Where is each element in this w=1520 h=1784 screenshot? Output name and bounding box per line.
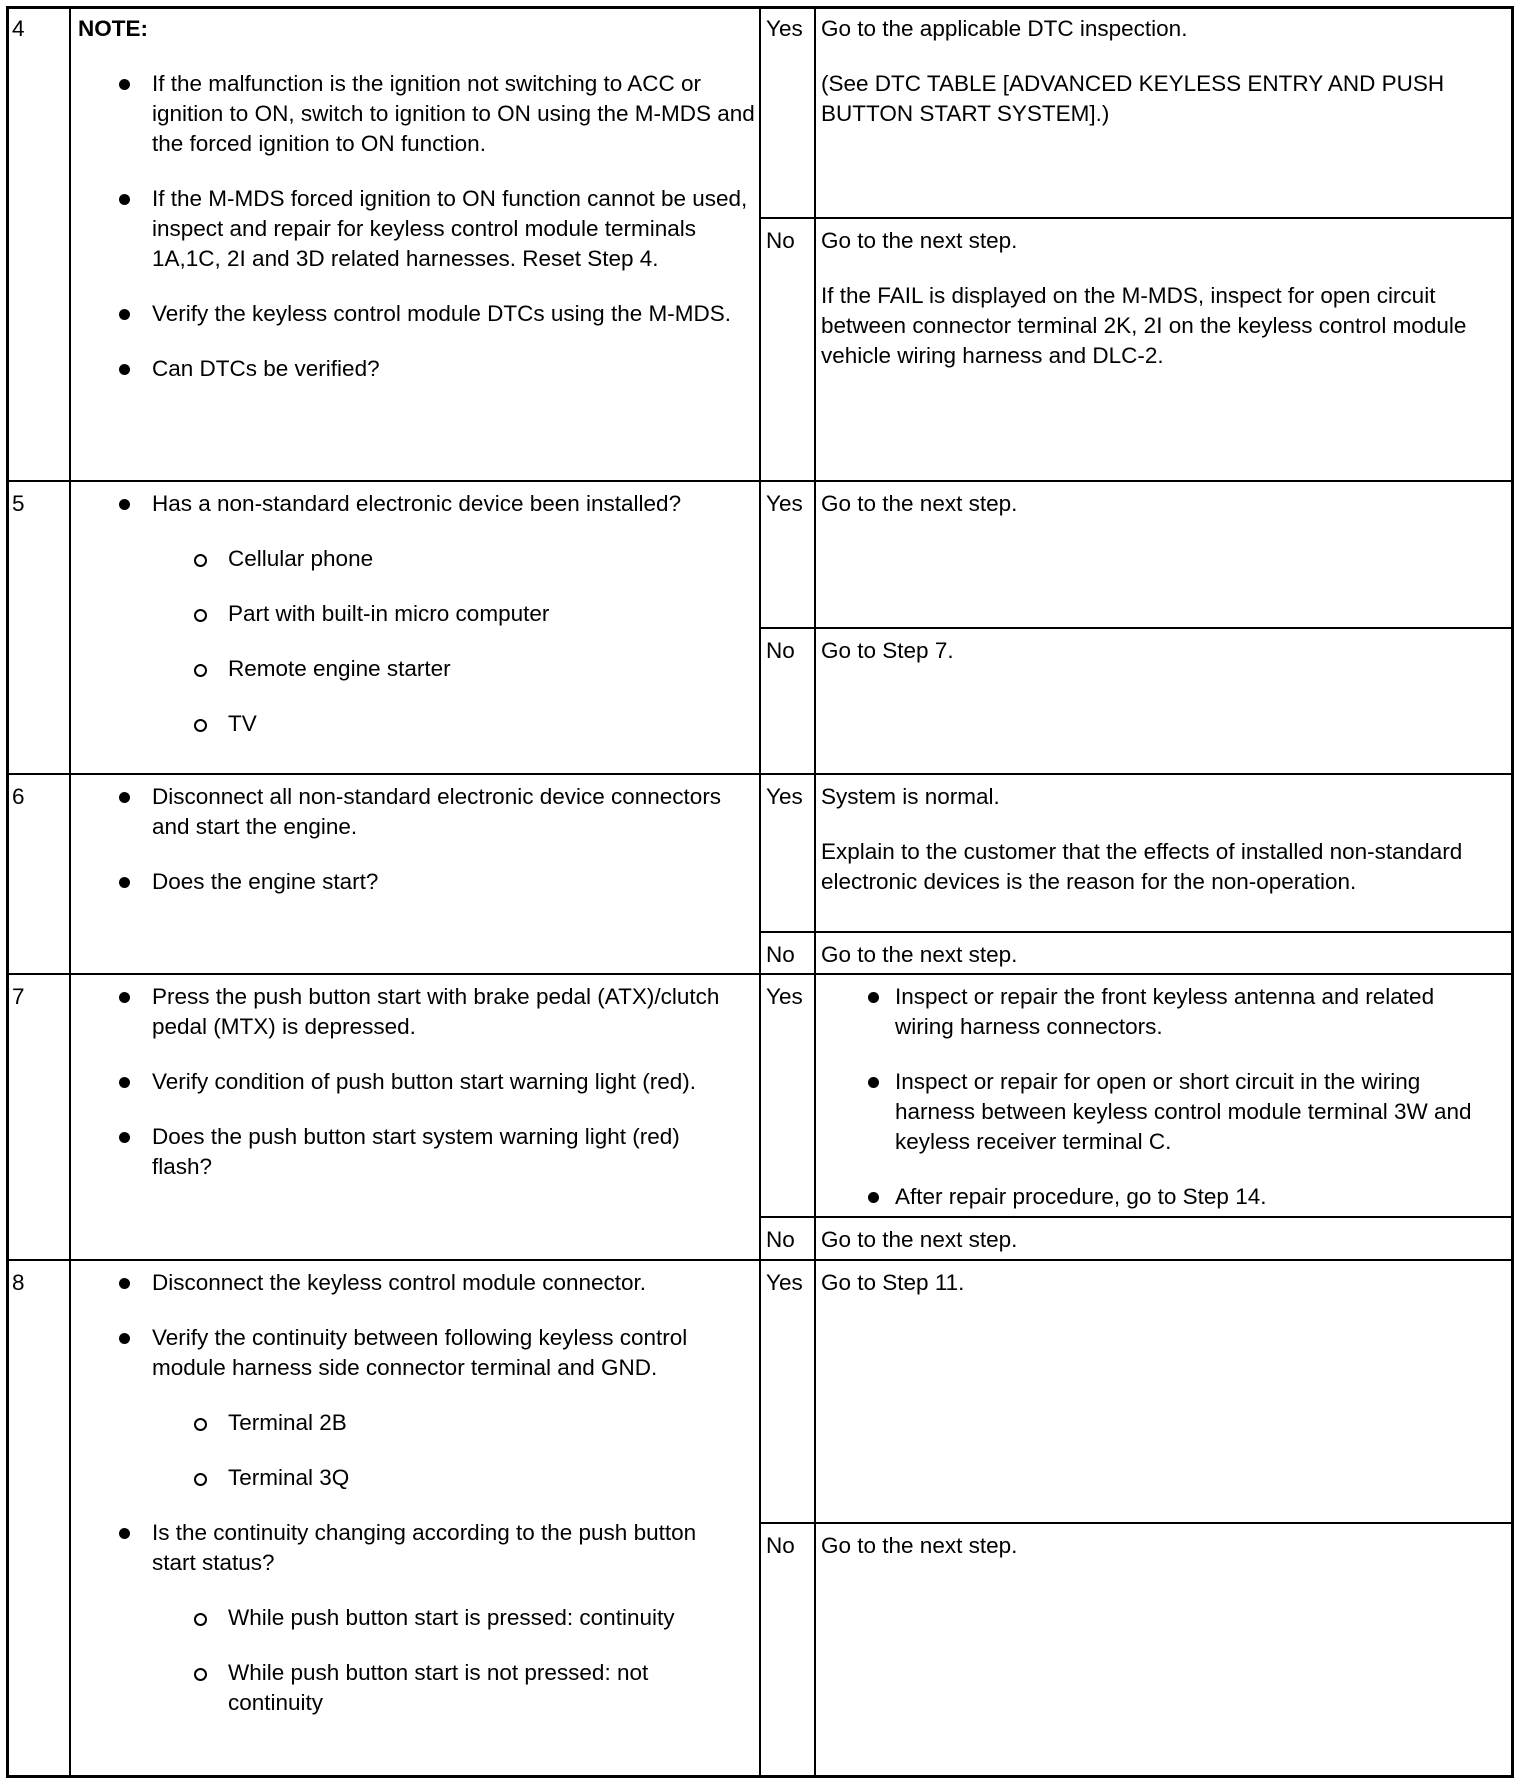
list-item: Press the push button start with brake pedal (ATX)/clutch pedal (MTX) is depressed. [70,982,740,1042]
action-no: Go to the next step. [821,942,1018,967]
divider [759,6,761,1778]
bullet-icon [119,792,130,803]
border [6,1775,1514,1778]
circle-bullet-icon [194,554,207,567]
circle-bullet-icon [194,1418,207,1431]
list-item: Does the push button start system warning light (red) flash? [70,1122,740,1182]
step-description [70,6,760,481]
answer-column [760,774,815,974]
bullet-icon [119,79,130,90]
answer-yes: Yes [766,16,803,41]
bullet-icon [119,1278,130,1289]
list-item: Inspect or repair for open or short circuit in the wiring harness between keyless control module terminal 3W and keyless receiver terminal C. [821,1067,1474,1157]
answer-no: No [766,942,795,967]
answer-yes: Yes [766,491,803,516]
answer-column [760,1260,815,1778]
step-number: 6 [12,784,25,809]
sub-list-item: Cellular phone [70,544,740,574]
bullet-icon [119,992,130,1003]
circle-bullet-icon [194,719,207,732]
bullet-icon [119,194,130,205]
bullet-icon [119,1132,130,1143]
step-description [70,774,760,974]
sub-list-item: While push button start is pressed: continuity [70,1603,740,1633]
bullet-icon [868,1077,879,1088]
answer-no: No [766,1533,795,1558]
list-item: After repair procedure, go to Step 14. [821,1182,1474,1212]
answer-no: No [766,638,795,663]
step-number: 7 [12,984,25,1009]
step-description [70,1260,760,1778]
border [1511,6,1514,1778]
border [6,6,9,1778]
answer-yes: Yes [766,1270,803,1295]
action-no: Go to the next step. [821,1227,1018,1252]
sub-list-item: Part with built-in micro computer [70,599,740,629]
divider [760,1216,1514,1218]
divider [760,931,1514,933]
action-yes: Go to Step 11. [821,1270,965,1295]
circle-bullet-icon [194,1668,207,1681]
circle-bullet-icon [194,609,207,622]
bullet-icon [119,499,130,510]
divider [760,217,1514,219]
sub-list-item: TV [70,709,740,739]
action-no: Go to Step 7. [821,638,954,663]
bullet-icon [119,364,130,375]
list-item: Verify the keyless control module DTCs using the M-MDS. [70,299,760,329]
divider [760,1522,1514,1524]
list-item: Verify condition of push button start warning light (red). [70,1067,740,1097]
list-item: Disconnect all non-standard electronic device connectors and start the engine. [70,782,740,842]
circle-bullet-icon [194,664,207,677]
sub-list-item: Remote engine starter [70,654,740,684]
bullet-icon [119,1333,130,1344]
list-item: If the M-MDS forced ignition to ON function cannot be used, inspect and repair for keyless control module terminals 1A,1C, 2I and 3D related harnesses. Reset Step 4. [70,184,760,274]
note-title: NOTE: [78,16,148,41]
step-description [70,481,760,774]
sub-list-item: Terminal 3Q [70,1463,740,1493]
answer-yes: Yes [766,784,803,809]
diagnostic-table [6,6,1514,1778]
step-number: 8 [12,1270,25,1295]
list-item: Disconnect the keyless control module connector. [70,1268,740,1298]
action-column [815,1260,1514,1778]
list-item: Has a non-standard electronic device been installed? [70,489,740,519]
action-yes [815,974,1514,1237]
list-item: Is the continuity changing according to the push button start status? [70,1518,740,1578]
step-description [70,974,760,1260]
action-yes: System is normal. Explain to the customer that the effects of installed non-standard electronic devices is the reason for the non-operation. [821,784,1463,894]
divider [69,6,71,1778]
list-item: If the malfunction is the ignition not switching to ACC or ignition to ON, switch to ignition to ON using the M-MDS and the forced ignition to ON function. [70,69,760,159]
sub-list-item: While push button start is not pressed: not continuity [70,1658,740,1718]
circle-bullet-icon [194,1473,207,1486]
answer-no: No [766,1227,795,1252]
answer-no: No [766,228,795,253]
bullet-icon [868,1192,879,1203]
action-yes: Go to the applicable DTC inspection. (See DTC TABLE [ADVANCED KEYLESS ENTRY AND PUSH BUTTON START SYSTEM].) [821,16,1445,126]
divider [760,627,1514,629]
answer-yes: Yes [766,984,803,1009]
sub-list-item: Terminal 2B [70,1408,740,1438]
list-item: Inspect or repair the front keyless antenna and related wiring harness connectors. [821,982,1474,1042]
step-number: 4 [12,16,25,41]
action-no: Go to the next step. If the FAIL is displayed on the M-MDS, inspect for open circuit between connector terminal 2K, 2I on the keyless control module vehicle wiring harness and DLC-2. [821,228,1467,368]
action-yes: Go to the next step. [821,491,1018,516]
border [6,6,1514,9]
bullet-icon [119,309,130,320]
divider [814,6,816,1778]
action-no: Go to the next step. [821,1533,1018,1558]
step-number: 5 [12,491,25,516]
circle-bullet-icon [194,1613,207,1626]
list-item: Can DTCs be verified? [70,354,760,384]
bullet-icon [868,992,879,1003]
list-item: Verify the continuity between following keyless control module harness side connector terminal and GND. [70,1323,740,1383]
bullet-icon [119,1077,130,1088]
list-item: Does the engine start? [70,867,740,897]
bullet-icon [119,877,130,888]
answer-column [760,6,815,481]
action-column [815,774,1514,974]
bullet-icon [119,1528,130,1539]
action-column [815,6,1514,481]
